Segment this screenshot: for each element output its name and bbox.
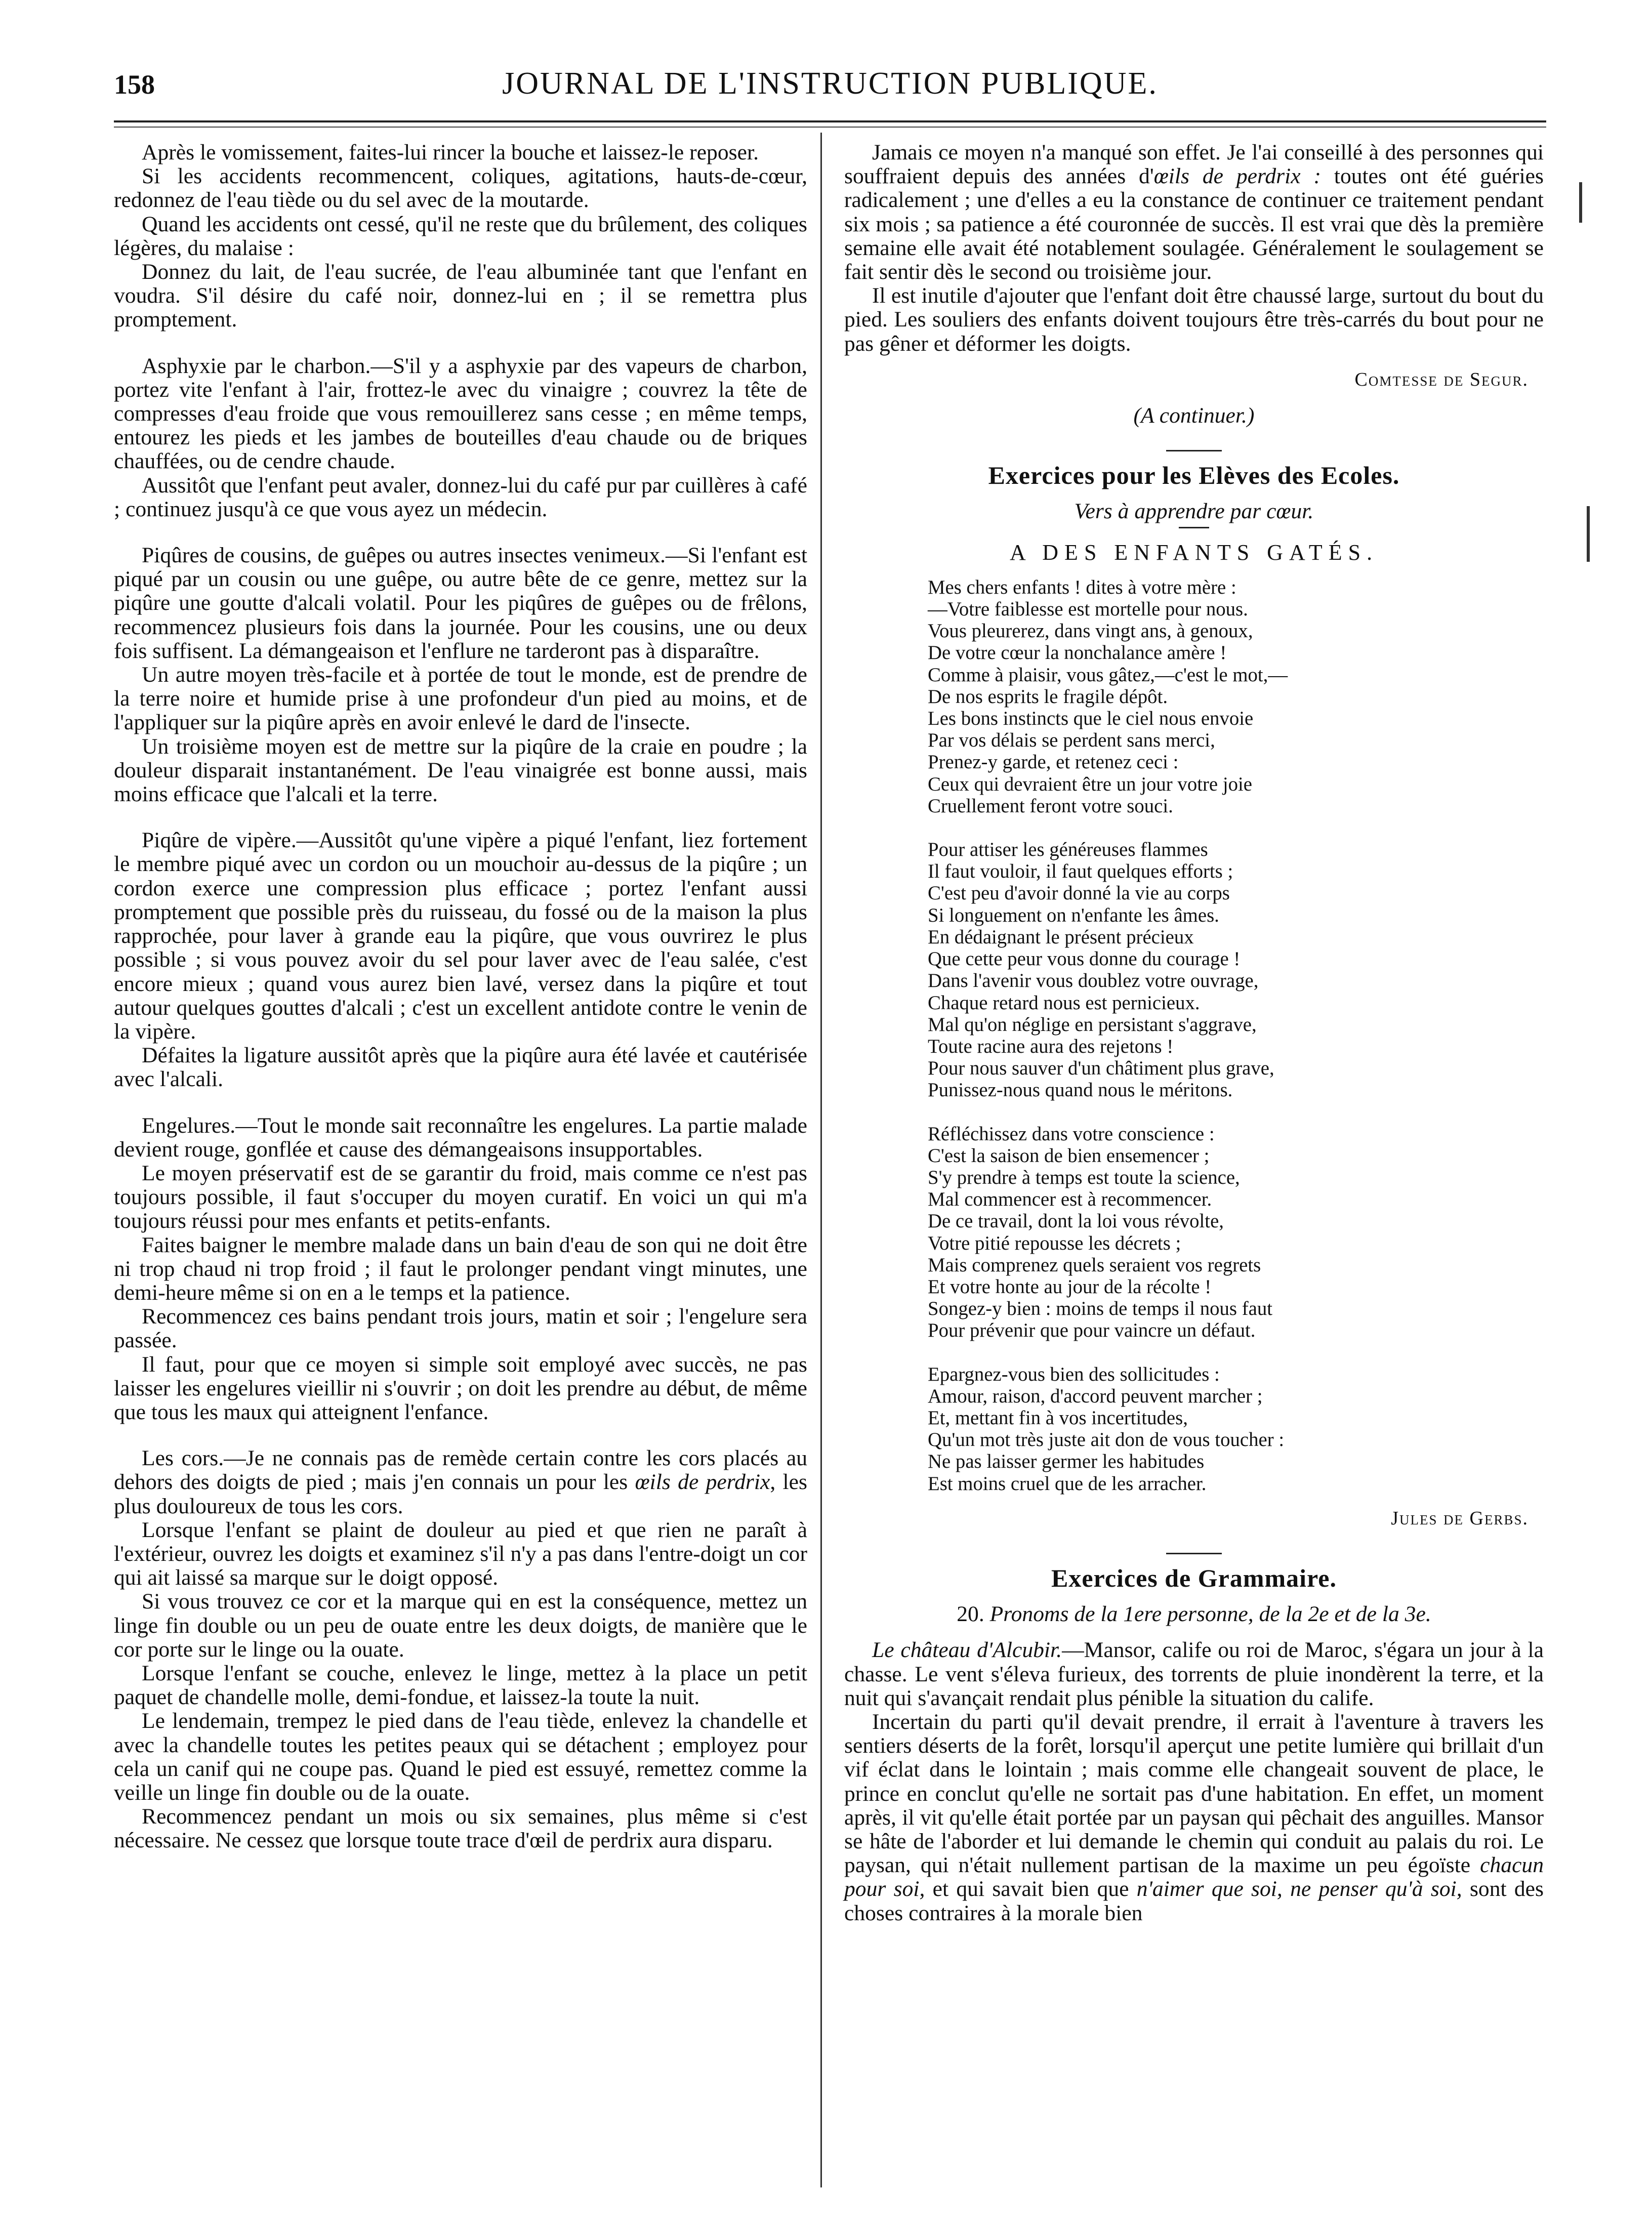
italic-phrase: n'aimer que soi, ne penser qu'à soi, xyxy=(1136,1877,1462,1901)
poem-line: Si longuement on n'enfante les âmes. xyxy=(928,904,1219,926)
story-title: Le château d'Alcubir. xyxy=(872,1638,1062,1663)
poem-line: Pour nous sauver d'un châtiment plus grave, xyxy=(928,1057,1274,1080)
poem-line: Mal commencer est à recommencer. xyxy=(928,1188,1212,1211)
paragraph: Recommencez pendant un mois ou six semaines, plus même si c'est nécessaire. Ne cessez que lorsque toute trace d'œil de perdrix aura disparu. xyxy=(114,1804,807,1853)
paragraph: Un autre moyen très-facile et à portée de tout le monde, est de prendre de la terre noire et humide prise à une profondeur d'un pied au moins, et de l'appliquer sur la piqûre après en avoir enlevé le dard de l'insecte. xyxy=(114,663,807,735)
paragraph: Lorsque l'enfant se plaint de douleur au pied et que rien ne paraît à l'extérieur, ouvrez les doigts et examinez s'il n'y a pas dans l'entre-doigt un cor qui ait laissé sa marque sur le doigt opposé. xyxy=(114,1517,807,1590)
poem-line: Dans l'avenir vous doublez votre ouvrage, xyxy=(928,970,1259,992)
text-run: Jamais ce moyen n'a manqué son effet. Je l'ai conseillé à des personnes qui souffraient depuis des années d' xyxy=(844,140,1544,189)
poem-line: Prenez-y garde, et retenez ceci : xyxy=(928,751,1179,773)
text-run: et qui savait bien que xyxy=(925,1877,1137,1901)
poem-line: Epargnez-vous bien des sollicitudes : xyxy=(928,1363,1220,1385)
poem-line: Ne pas laisser germer les habitudes xyxy=(928,1451,1205,1473)
paragraph: Aussitôt que l'enfant peut avaler, donnez-lui du café pur par cuillères à café ; continuez jusqu'à ce que vous ayez un médecin. xyxy=(114,473,807,521)
paragraph: Faites baigner le membre malade dans un bain d'eau de son qui ne doit être ni trop chaud ni trop froid ; il faut le prolonger pendant vingt minutes, une demi-heure même si on en a le temps et la patience. xyxy=(114,1232,807,1305)
paragraph: Le moyen préservatif est de se garantir du froid, mais comme ce n'est pas toujours possible, il faut s'occuper du moyen curatif. En voici un qui m'a toujours réussi pour mes enfants et petits-enfants. xyxy=(114,1161,807,1233)
poem-line: De votre cœur la nonchalance amère ! xyxy=(928,642,1227,664)
text-run: sont des choses contraires à la morale bien xyxy=(844,1877,1544,1925)
paragraph-engelures: Engelures.—Tout le monde sait reconnaître les engelures. La partie malade devient rouge, gonflée et cause des démangeaisons insupportables. xyxy=(114,1113,807,1162)
paragraph-vipere: Piqûre de vipère.—Aussitôt qu'une vipère a piqué l'enfant, liez fortement le membre piqué avec un cordon ou un mouchoir au-dessus de la piqûre ; un cordon exerce une compression plus efficace ; portez l'enfant aussi promptement que possible près du ruisseau, du fossé ou de la maison la plus rapprochée, pour laver à grande eau la piqûre, que vous ouvrirez le plus possible ; si vous pouvez avoir du sel pour laver avec de l'eau salée, c'est encore mieux ; quand vous aurez bien lavé, versez dans la piqûre et tout autour quelques gouttes d'alcali ; c'est un excellent antidote contre le venin de la vipère. xyxy=(114,828,807,1044)
header-rule-thin xyxy=(114,127,1546,128)
poem-title: A DES ENFANTS GATÉS. xyxy=(1009,540,1379,565)
poem-line: Amour, raison, d'accord peuvent marcher ; xyxy=(928,1385,1263,1407)
lesson-title: Pronoms de la 1ere personne, de la 2e et de la 3e. xyxy=(989,1602,1431,1627)
story-paragraph xyxy=(844,1638,1544,1710)
scan-mark xyxy=(1587,506,1590,562)
paragraph-asphyxie: Asphyxie par le charbon.—S'il y a asphyxie par des vapeurs de charbon, portez vite l'enfant à l'air, frottez-le avec du vinaigre ; couvrez la tête de compresses d'eau froide que vous remouillerez sans cesse ; en même temps, entourez les pieds et les jambes de bouteilles d'eau chaude ou de briques chauffées, ou de cendre chaude. xyxy=(114,353,807,474)
poem-line: Votre pitié repousse les décrets ; xyxy=(928,1232,1181,1254)
poem-line: Qu'un mot très juste ait don de vous toucher : xyxy=(928,1429,1285,1451)
poem-line: Punissez-nous quand nous le méritons. xyxy=(928,1079,1233,1101)
paragraph: Donnez du lait, de l'eau sucrée, de l'eau albuminée tant que l'enfant en voudra. S'il désire du café noir, donnez-lui en ; il se remettra plus promptement. xyxy=(114,260,807,332)
right-column xyxy=(844,141,1544,1925)
signature-gerbs: Jules de Gerbs. xyxy=(1391,1507,1529,1529)
poem-line: Toute racine aura des rejetons ! xyxy=(928,1035,1174,1057)
poem-line: Que cette peur vous donne du courage ! xyxy=(928,948,1241,970)
paragraph: Recommencez ces bains pendant trois jours, matin et soir ; l'engelure sera passée. xyxy=(114,1304,807,1353)
paragraph: Il est inutile d'ajouter que l'enfant doit être chaussé large, surtout du bout du pied. Les souliers des enfants doivent toujours être très-carrés du bout pour ne pas gêner et déformer les doigts. xyxy=(844,283,1544,356)
text-run: —Mansor, calife ou roi de Maroc, s'égara un jour à la chasse. Le vent s'éleva furieux, des torrents de pluie inondèrent la terre, et la nuit qui s'avançait rendait plus pénible la situation du calife. xyxy=(844,1638,1544,1710)
text-run: toutes ont été guéries radicalement ; une d'elles a eu la constance de continuer ce traitement pendant six mois ; sa patience a été couronnée de succès. Il est vrai que dès la première semaine elle avait été notablement soulagée. Généralement le soulagement se fait sentir dès le second ou troisième jour. xyxy=(844,164,1544,284)
paragraph: Lorsque l'enfant se couche, enlevez le linge, mettez à la place un petit paquet de chandelle molle, demi-fondue, et laissez-la toute la nuit. xyxy=(114,1661,807,1710)
paragraph-piqures: Piqûres de cousins, de guêpes ou autres insectes venimeux.—Si l'enfant est piqué par un cousin ou une guêpe, ou autre bête de ce genre, mettez sur la piqûre une goutte d'alcali volatil. Pour les piqûres de guêpes ou de frêlons, recommencez plusieurs fois dans la journée. Pour les cousins, une ou deux fois suffisent. La démangeaison et l'enflure ne tarderont pas à disparaître. xyxy=(114,543,807,663)
paragraph: Le lendemain, trempez le pied dans de l'eau tiède, enlevez la chandelle et avec la chandelle toutes les petites peaux qui se détachent ; employez pour cela un canif qui ne coupe pas. Quand le pied est essuyé, remettez comme la veille un linge fin double ou de la ouate. xyxy=(114,1709,807,1805)
poem-line: Réfléchissez dans votre conscience : xyxy=(928,1123,1215,1145)
poem-line: Vous pleurerez, dans vingt ans, à genoux, xyxy=(928,620,1253,642)
poem-line: Est moins cruel que de les arracher. xyxy=(928,1472,1207,1495)
paragraph-cors xyxy=(114,1446,807,1518)
poem-line: Et votre honte au jour de la récolte ! xyxy=(928,1275,1212,1298)
page-number: 158 xyxy=(114,69,155,100)
poem-line: De nos esprits le fragile dépôt. xyxy=(928,685,1168,708)
section-title-exercices: Exercices pour les Elèves des Ecoles. xyxy=(988,461,1400,490)
poem-line: Songez-y bien : moins de temps il nous faut xyxy=(928,1298,1273,1320)
poem xyxy=(844,576,1544,1495)
poem-line: C'est la saison de bien ensemencer ; xyxy=(928,1144,1210,1167)
poem-line: S'y prendre à temps est toute la science, xyxy=(928,1166,1240,1188)
paragraph xyxy=(844,141,1544,284)
poem-line: C'est peu d'avoir donné la vie au corps xyxy=(928,882,1230,904)
poem-line: Pour attiser les généreuses flammes xyxy=(928,839,1208,861)
italic-term: œils de perdrix xyxy=(635,1470,770,1495)
italic-phrase: chacun pour soi, xyxy=(844,1853,1544,1901)
continuation-note: (A continuer.) xyxy=(1133,403,1255,428)
poem-line: Mal qu'on néglige en persistant s'aggrave, xyxy=(928,1013,1257,1036)
italic-term: œils de perdrix : xyxy=(1153,164,1321,189)
paragraph: Défaites la ligature aussitôt après que la piqûre aura été lavée et cautérisée avec l'alcali. xyxy=(114,1043,807,1092)
poem-line: Et, mettant fin à vos incertitudes, xyxy=(928,1407,1188,1429)
signature-segur: Comtesse de Segur. xyxy=(1354,368,1529,390)
poem-line: Comme à plaisir, vous gâtez,—c'est le mot,— xyxy=(928,664,1288,686)
paragraph: Si vous trouvez ce cor et la marque qui en est la conséquence, mettez un linge fin double ou un peu de ouate entre les deux doigts, de manière que le cor porte sur le linge ou la ouate. xyxy=(114,1589,807,1662)
poem-line: Mais comprenez quels seraient vos regrets xyxy=(928,1254,1261,1276)
paragraph: Il faut, pour que ce moyen si simple soit employé avec succès, ne pas laisser les engelures vieillir ni s'ouvrir ; on doit les prendre au début, de même que tous les maux qui atteignent l'enfance. xyxy=(114,1352,807,1424)
section-title-grammaire: Exercices de Grammaire. xyxy=(1051,1563,1337,1592)
story-paragraph xyxy=(844,1710,1544,1925)
page-header xyxy=(114,66,1546,106)
poem-line: Ceux qui devraient être un jour votre joie xyxy=(928,773,1253,795)
section-subtitle: Vers à apprendre par cœur. xyxy=(1074,499,1314,524)
header-rule xyxy=(114,120,1546,122)
poem-line: Mes chers enfants ! dites à votre mère : xyxy=(928,576,1236,598)
text-run: , les plus douloureux de tous les cors. xyxy=(114,1470,807,1518)
poem-line: —Votre faiblesse est mortelle pour nous. xyxy=(928,598,1248,621)
poem-line: Les bons instincts que le ciel nous envoie xyxy=(928,708,1254,730)
journal-title: JOURNAL DE L'INSTRUCTION PUBLIQUE. xyxy=(502,66,1158,101)
text-run: Incertain du parti qu'il devait prendre, il errait à l'aventure à travers les sentiers déserts de la forêt, lorsqu'il aperçut une petite lumière qui brillait d'un vif éclat dans le lointain ; mais comme elle changeait souvent de place, le prince en conclut qu'elle ne sortait pas d'une habitation. En effet, un moment après, il vit qu'elle était portée par un paysan qui pêchait des anguilles. Mansor se hâte de l'aborder et lui demande le chemin qui conduit au palais du roi. Le paysan, qui n'était nullement partisan de la maxime un peu égoïste xyxy=(844,1709,1544,1878)
paragraph: Quand les accidents ont cessé, qu'il ne reste que du brûlement, des coliques légères, du malaise : xyxy=(114,212,807,260)
scan-mark xyxy=(1579,182,1582,223)
poem-line: Chaque retard nous est pernicieux. xyxy=(928,991,1200,1014)
poem-line: Cruellement feront votre souci. xyxy=(928,795,1173,817)
lesson-number: 20. xyxy=(957,1602,984,1627)
poem-line: Pour prévenir que pour vaincre un défaut. xyxy=(928,1319,1256,1342)
poem-line: Il faut vouloir, il faut quelques efforts ; xyxy=(928,860,1233,883)
left-column xyxy=(114,141,807,1853)
paragraph: Un troisième moyen est de mettre sur la piqûre de la craie en poudre ; la douleur disparait instantanément. De l'eau vinaigrée est bonne aussi, mais moins efficace que l'alcali et la terre. xyxy=(114,734,807,807)
paragraph: Après le vomissement, faites-lui rincer la bouche et laissez-le reposer. xyxy=(142,140,759,164)
text-run: Les cors.—Je ne connais pas de remède certain contre les cors placés au dehors des doigts de pied ; mais j'en connais un pour les xyxy=(114,1446,807,1495)
paragraph: Si les accidents recommencent, coliques, agitations, hauts-de-cœur, redonnez de l'eau tiède ou du sel avec de la moutarde. xyxy=(114,164,807,213)
column-divider xyxy=(820,133,822,2187)
poem-line: En dédaignant le présent précieux xyxy=(928,926,1194,948)
poem-line: De ce travail, dont la loi vous révolte, xyxy=(928,1210,1224,1232)
poem-line: Par vos délais se perdent sans merci, xyxy=(928,729,1215,752)
